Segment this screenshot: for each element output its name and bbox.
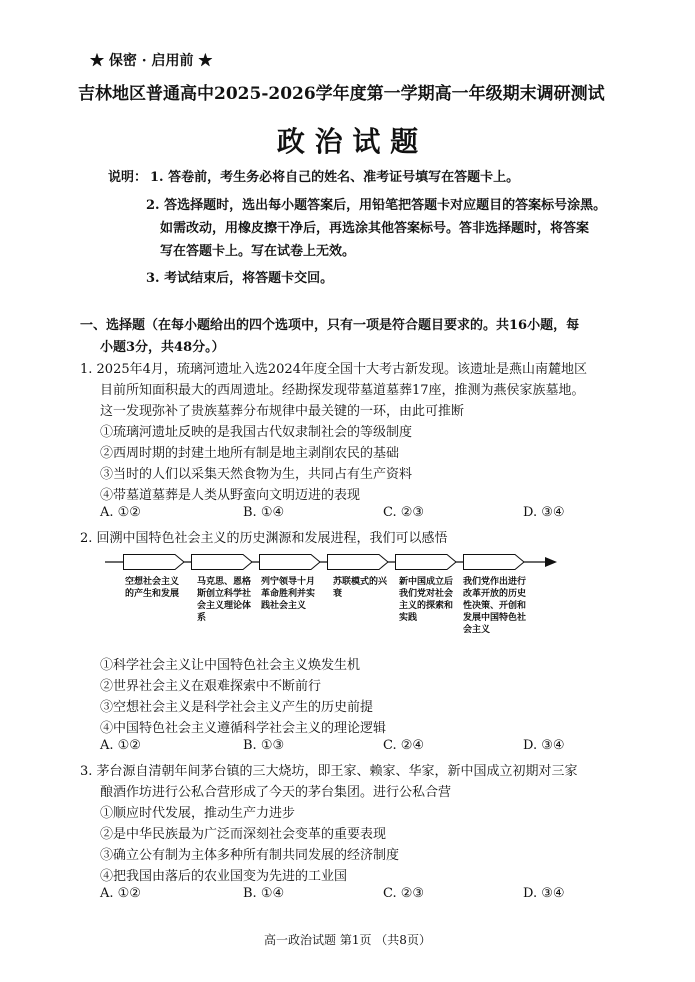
q1-choice-c[interactable]: C. ②③ [383, 505, 425, 520]
q3-stem-line1: 3. 茅台源自清朝年间茅台镇的三大烧坊，即王家、赖家、华家，新中国成立初期对三家 [80, 764, 578, 779]
timeline-marker-2 [191, 554, 251, 570]
q1-choice-b[interactable]: B. ①④ [243, 505, 285, 520]
q3-choice-c[interactable]: C. ②③ [383, 886, 425, 901]
q2-statement-4: ④中国特色社会主义遵循科学社会主义的理论逻辑 [100, 721, 387, 736]
exam-title: 吉林地区普通高中2025-2026学年度第一学期高一年级期末调研测试 [78, 84, 605, 104]
q3-statement-1: ①顺应时代发展，推动生产力进步 [100, 806, 296, 821]
timeline-stage-1: 空想社会主义的产生和发展 [125, 577, 180, 599]
q3-stem-line2: 酿酒作坊进行公私合营形成了今天的茅台集团。进行公私合营 [100, 785, 452, 800]
q3-statement-4: ④把我国由落后的农业国变为先进的工业国 [100, 869, 348, 884]
instruction-3: 3. 考试结束后，将答题卡交回。 [146, 271, 334, 286]
q3-statement-2: ②是中华民族最为广泛而深刻社会变革的重要表现 [100, 827, 387, 842]
timeline-marker-3 [259, 554, 319, 570]
timeline-marker-6 [463, 554, 523, 570]
q2-statement-3: ③空想社会主义是科学社会主义产生的历史前提 [100, 700, 374, 715]
instruction-2-line1: 2. 答选择题时，选出每小题答案后，用铅笔把答题卡对应题目的答案标号涂黑。 [146, 198, 607, 213]
timeline-marker-4 [327, 554, 387, 570]
timeline-diagram [105, 545, 560, 645]
q2-choice-c[interactable]: C. ②④ [383, 738, 425, 753]
q1-stem-line3: 这一发现弥补了贵族墓葬分布规律中最关键的一环，由此可推断 [100, 404, 465, 419]
q2-choice-a[interactable]: A. ①② [100, 738, 141, 753]
timeline-stage-4: 苏联模式的兴衰 [333, 577, 388, 599]
page-title: 政 治 试 题 [276, 125, 419, 158]
q1-choice-a[interactable]: A. ①② [100, 505, 141, 520]
timeline-stage-3: 列宁领导十月革命胜利并实践社会主义 [261, 577, 316, 611]
instruction-2-line3: 写在答题卡上。写在试卷上无效。 [160, 244, 356, 259]
instruction-1: 1. 答卷前，考生务必将自己的姓名、准考证号填写在答题卡上。 [150, 170, 520, 185]
q1-statement-1: ①琉璃河遗址反映的是我国古代奴隶制社会的等级制度 [100, 425, 413, 440]
q1-statement-3: ③当时的人们以采集天然食物为生，共同占有生产资料 [100, 467, 413, 482]
instructions-label: 说明： [108, 170, 148, 185]
section-heading-line1: 一、选择题（在每小题给出的四个选项中，只有一项是符合题目要求的。共16小题，每 [80, 318, 580, 333]
q3-choice-b[interactable]: B. ①④ [243, 886, 285, 901]
q2-statement-2: ②世界社会主义在艰难探索中不断前行 [100, 679, 322, 694]
page-footer: 高一政治试题 第1页 （共8页） [264, 933, 431, 947]
timeline-stage-6: 我们党作出进行改革开放的历史性决策、开创和发展中国特色社会主义 [463, 577, 527, 635]
timeline-stage-2: 马克思、恩格斯创立科学社会主义理论体系 [197, 577, 252, 623]
q3-statement-3: ③确立公有制为主体多种所有制共同发展的经济制度 [100, 848, 400, 863]
timeline-marker-1 [123, 554, 183, 570]
q2-choice-d[interactable]: D. ③④ [523, 738, 565, 753]
timeline-marker-5 [395, 554, 455, 570]
q2-statement-1: ①科学社会主义让中国特色社会主义焕发生机 [100, 658, 361, 673]
q3-choice-d[interactable]: D. ③④ [523, 886, 565, 901]
section-heading-line2: 小题3分，共48分。） [100, 340, 225, 355]
q1-statement-4: ④带墓道墓葬是人类从野蛮向文明迈进的表现 [100, 488, 361, 503]
instruction-2-line2: 如需改动，用橡皮擦干净后，再选涂其他答案标号。答非选择题时，将答案 [160, 221, 590, 236]
q1-stem-line1: 1. 2025年4月，琉璃河遗址入选2024年度全国十大考古新发现。该遗址是燕山南麓地区 [80, 362, 587, 377]
q2-choice-b[interactable]: B. ①③ [243, 738, 285, 753]
timeline-stage-5: 新中国成立后我们党对社会主义的探索和实践 [399, 577, 454, 623]
q2-stem: 2. 回溯中国特色社会主义的历史渊源和发展进程，我们可以感悟 [80, 531, 448, 546]
secret-mark: ★ 保密 · 启用前 ★ [90, 53, 213, 69]
q3-choice-a[interactable]: A. ①② [100, 886, 141, 901]
q1-statement-2: ②西周时期的封建土地所有制是地主剥削农民的基础 [100, 446, 400, 461]
q1-choice-d[interactable]: D. ③④ [523, 505, 565, 520]
q1-stem-line2: 目前所知面积最大的西周遗址。经勘探发现带墓道墓葬17座，推测为燕侯家族墓地。 [100, 383, 585, 398]
